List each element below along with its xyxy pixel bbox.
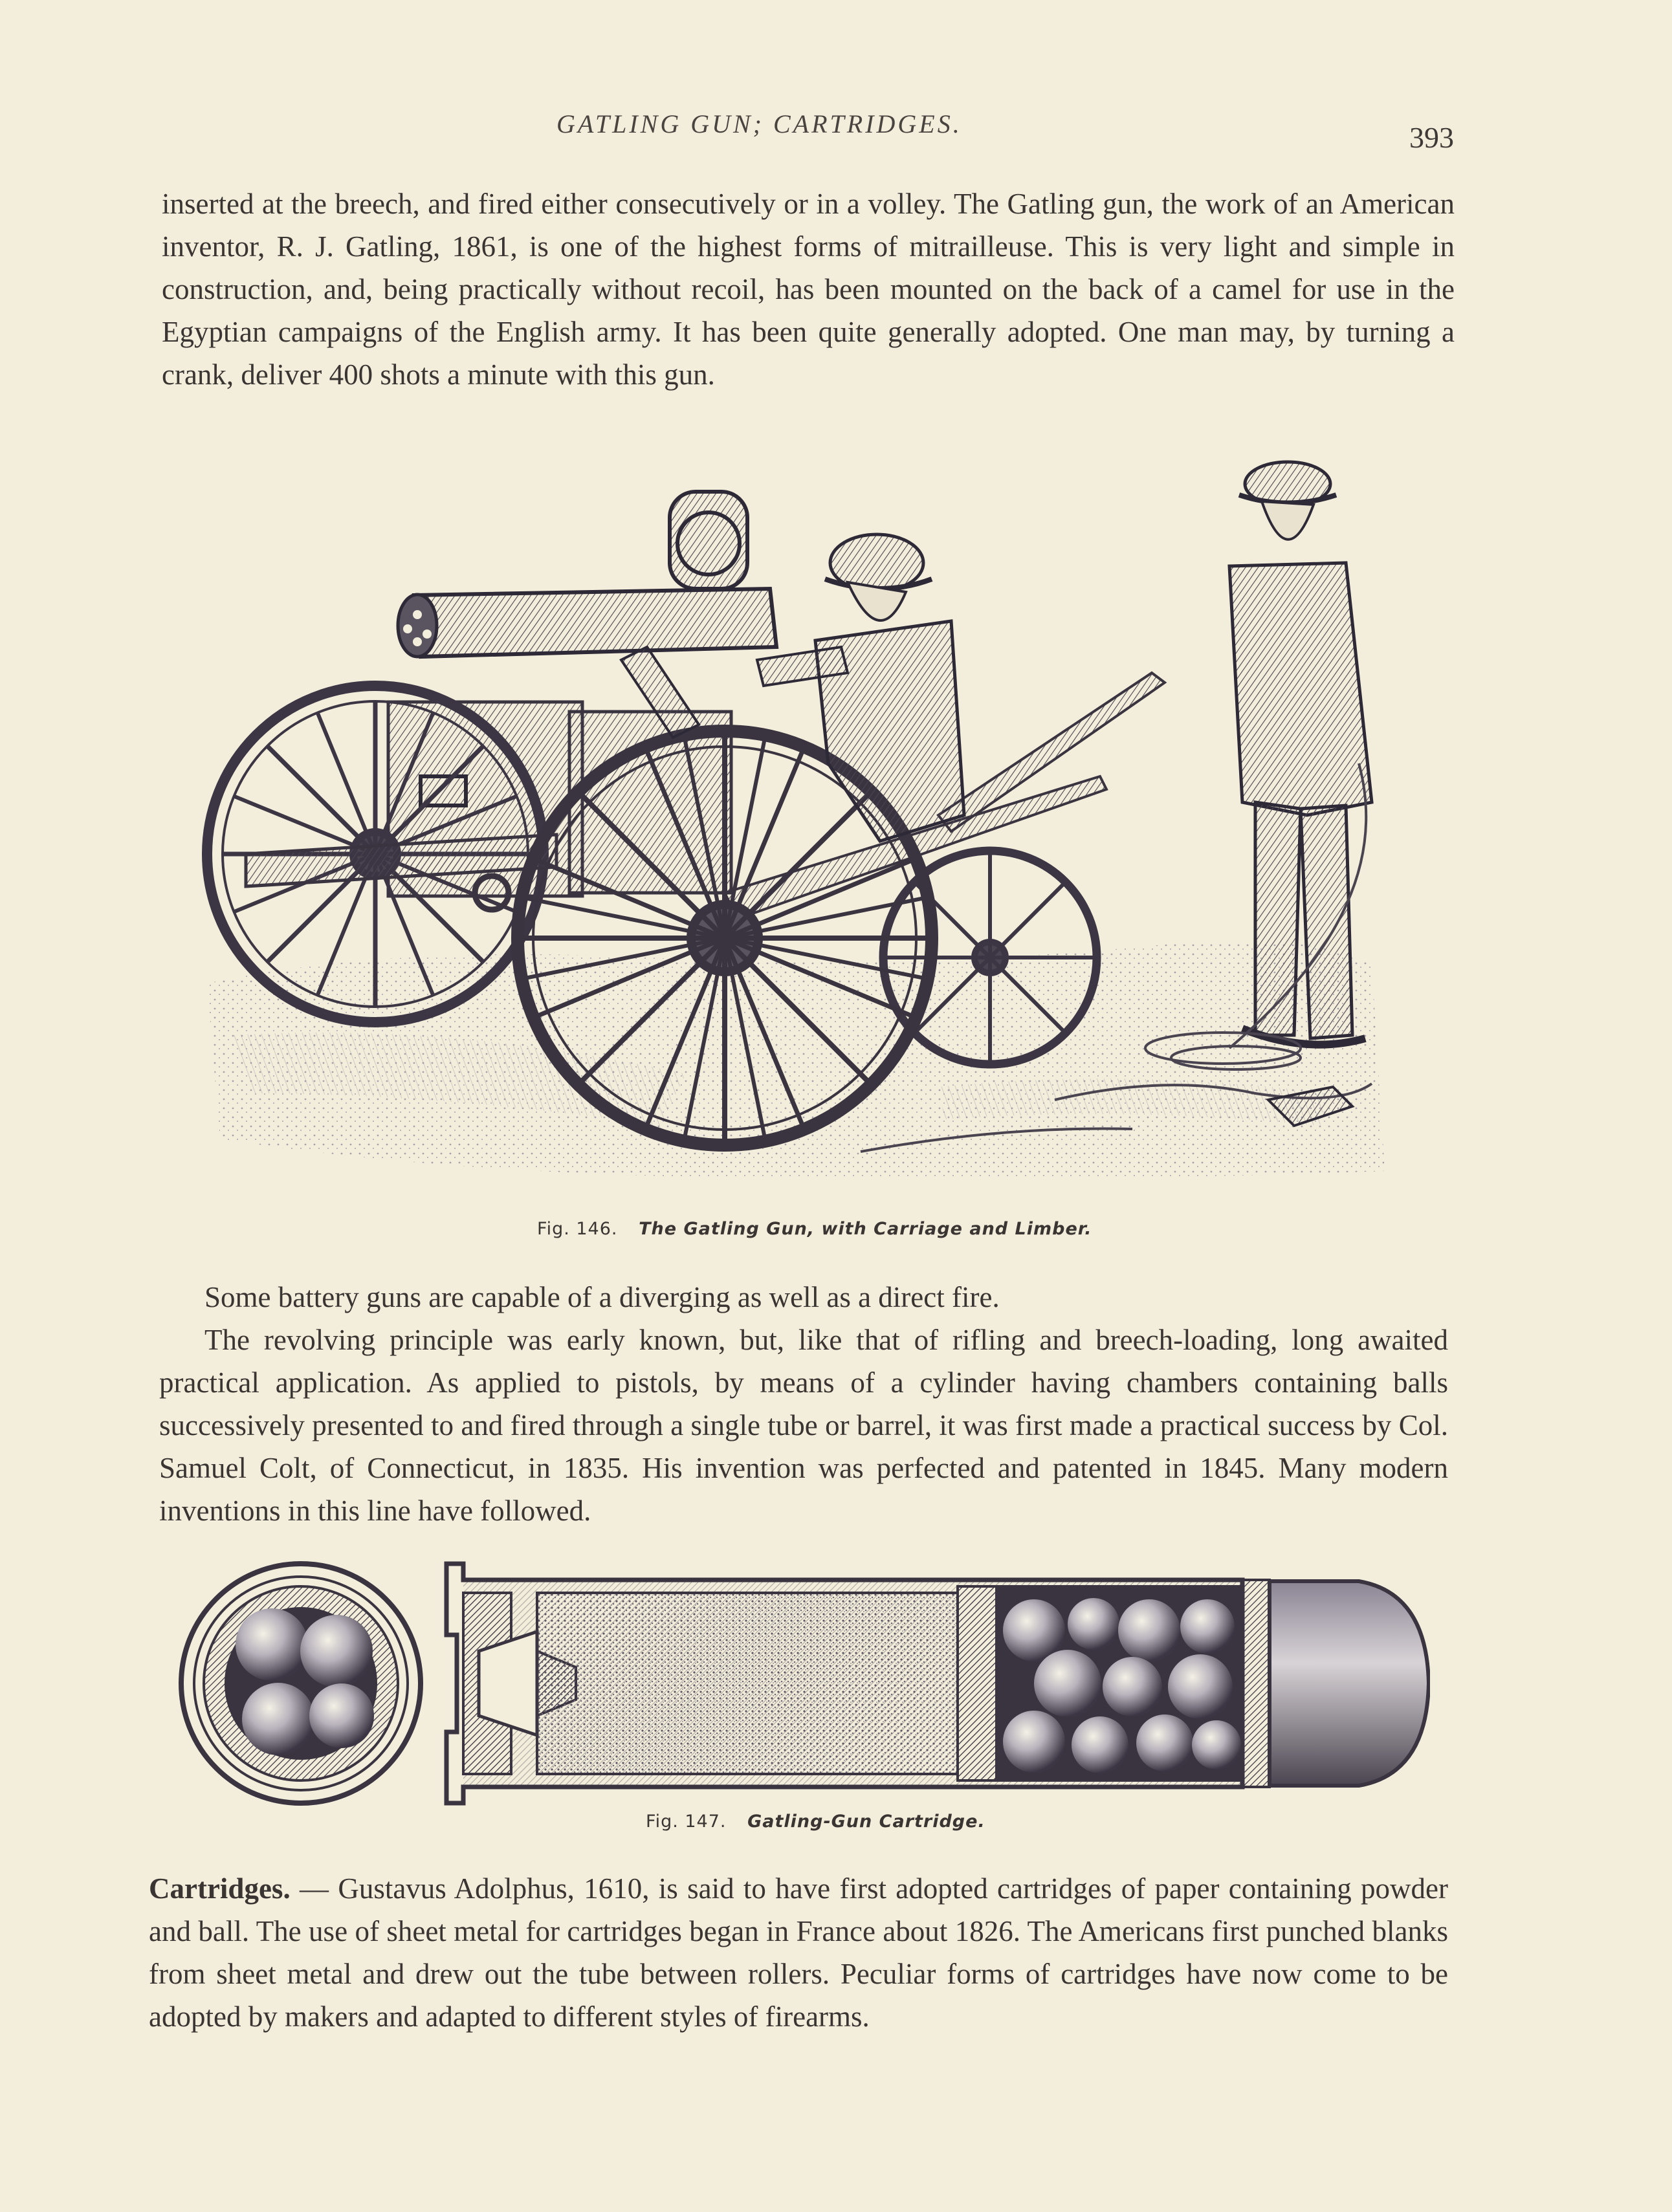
cartridge-illustration (175, 1554, 1430, 1813)
paragraph-revolving-principle: The revolving principle was early known, but, like that of rifling and breech-loading, long awaited practical application. As applied to pistols, by means of a cylinder having chambers containing balls successively presented to and fired through a single tube or barrel, it was first made a practical success by Col. Samuel Colt, of Connecticut, in 1835. His invention was perfected and patented in 1845. Many modern inventions in this line have followed. (159, 1324, 1448, 1527)
running-head: GATLING GUN; CARTRIDGES. (556, 109, 962, 138)
figure-147-label: Fig. 147. (646, 1812, 727, 1832)
figure-147-caption (646, 1812, 985, 1832)
page-number: 393 (1409, 121, 1454, 154)
figure-146-caption (537, 1219, 1092, 1239)
figure-147-title: Gatling-Gun Cartridge. (747, 1812, 985, 1832)
cartridges-heading: Cartridges. (149, 1872, 291, 1905)
gatling-gun-illustration (194, 453, 1424, 1190)
paragraph-battery-guns: Some battery guns are capable of a diverging as well as a direct fire. (204, 1281, 1000, 1313)
figure-146-label: Fig. 146. (537, 1219, 618, 1239)
paragraph-gatling: inserted at the breech, and fired either consecutively or in a volley. The Gatling gun, the work of an American inventor, R. J. Gatling, 1861, is one of the highest forms of mitrailleuse. This is very light and simple in construction, and, being practically without recoil, has been mounted on the back of a camel for use in the Egyptian campaigns of the English army. It has been quite generally adopted. One man may, by turning a crank, deliver 400 shots a minute with this gun. (162, 188, 1455, 391)
figure-146-title: The Gatling Gun, with Carriage and Limber. (639, 1219, 1092, 1239)
paragraph-cartridges (149, 1867, 1448, 2038)
cartridges-text: — Gustavus Adolphus, 1610, is said to have first adopted cartridges of paper containing powder and ball. The use of sheet metal for cartridges began in France about 1826. The Americans first punched blanks from sheet metal and drew out the tube between rollers. Peculiar forms of cartridges have now come to be adopted by makers and adapted to different styles of firearms. (149, 1872, 1448, 2033)
